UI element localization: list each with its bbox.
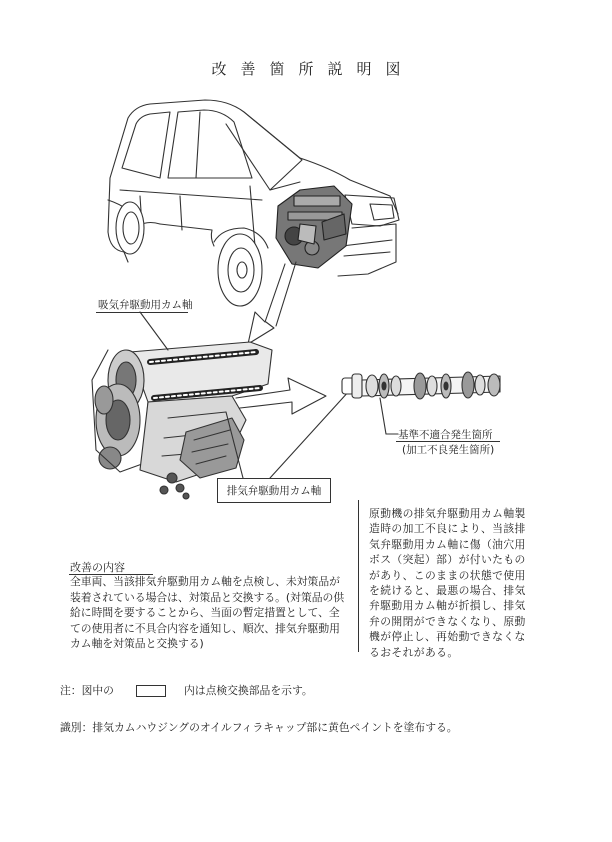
exhaust-camshaft-label: 排気弁駆動用カム軸	[226, 485, 322, 497]
improvement-body: 全車両、当該排気弁駆動用カム軸を点検し、未対策品が装着されている場合は、対策品と交換する。(対策品の供給に時間を要することから、当面の暫定措置として、全ての使用者に不具合内容を通知し、順次、排気弁駆動用カム軸を対策品と交換する)	[70, 575, 345, 651]
legend-note-suffix: 内は点検交換部品を示す。	[183, 684, 313, 697]
engine-illustration	[92, 342, 272, 499]
camshaft-illustration	[342, 372, 500, 434]
legend-note	[60, 683, 313, 698]
defect-cause-description: 原動機の排気弁駆動用カム軸製造時の加工不良により、当該排気弁駆動用カム軸に傷（油穴用ボス（突起）部）が付いたものがあり、このままの状態で使用を続けると、最悪の場合、排気弁駆動用カム軸が折損し、排気弁の開閉ができなくなり、原動機が停止し、再始動できなくなるおそれがある。	[358, 500, 528, 652]
nonconformity-location-label: 基準不適合発生箇所	[398, 429, 493, 441]
legend-note-prefix: 注：図中の	[60, 684, 114, 697]
car-illustration	[108, 100, 399, 306]
page-title: 改善箇所説明図	[211, 60, 415, 78]
legend-box-symbol	[136, 685, 166, 697]
intake-camshaft-underline	[96, 312, 188, 313]
defect-location-label: (加工不良発生箇所)	[402, 444, 495, 456]
exhaust-camshaft-label-box	[217, 478, 331, 503]
intake-camshaft-label: 吸気弁駆動用カム軸	[98, 299, 193, 311]
identification-note: 識別：排気カムハウジングのオイルフィラキャップ部に黄色ペイントを塗布する。	[60, 721, 458, 734]
improvement-heading: 改善の内容	[70, 561, 125, 574]
